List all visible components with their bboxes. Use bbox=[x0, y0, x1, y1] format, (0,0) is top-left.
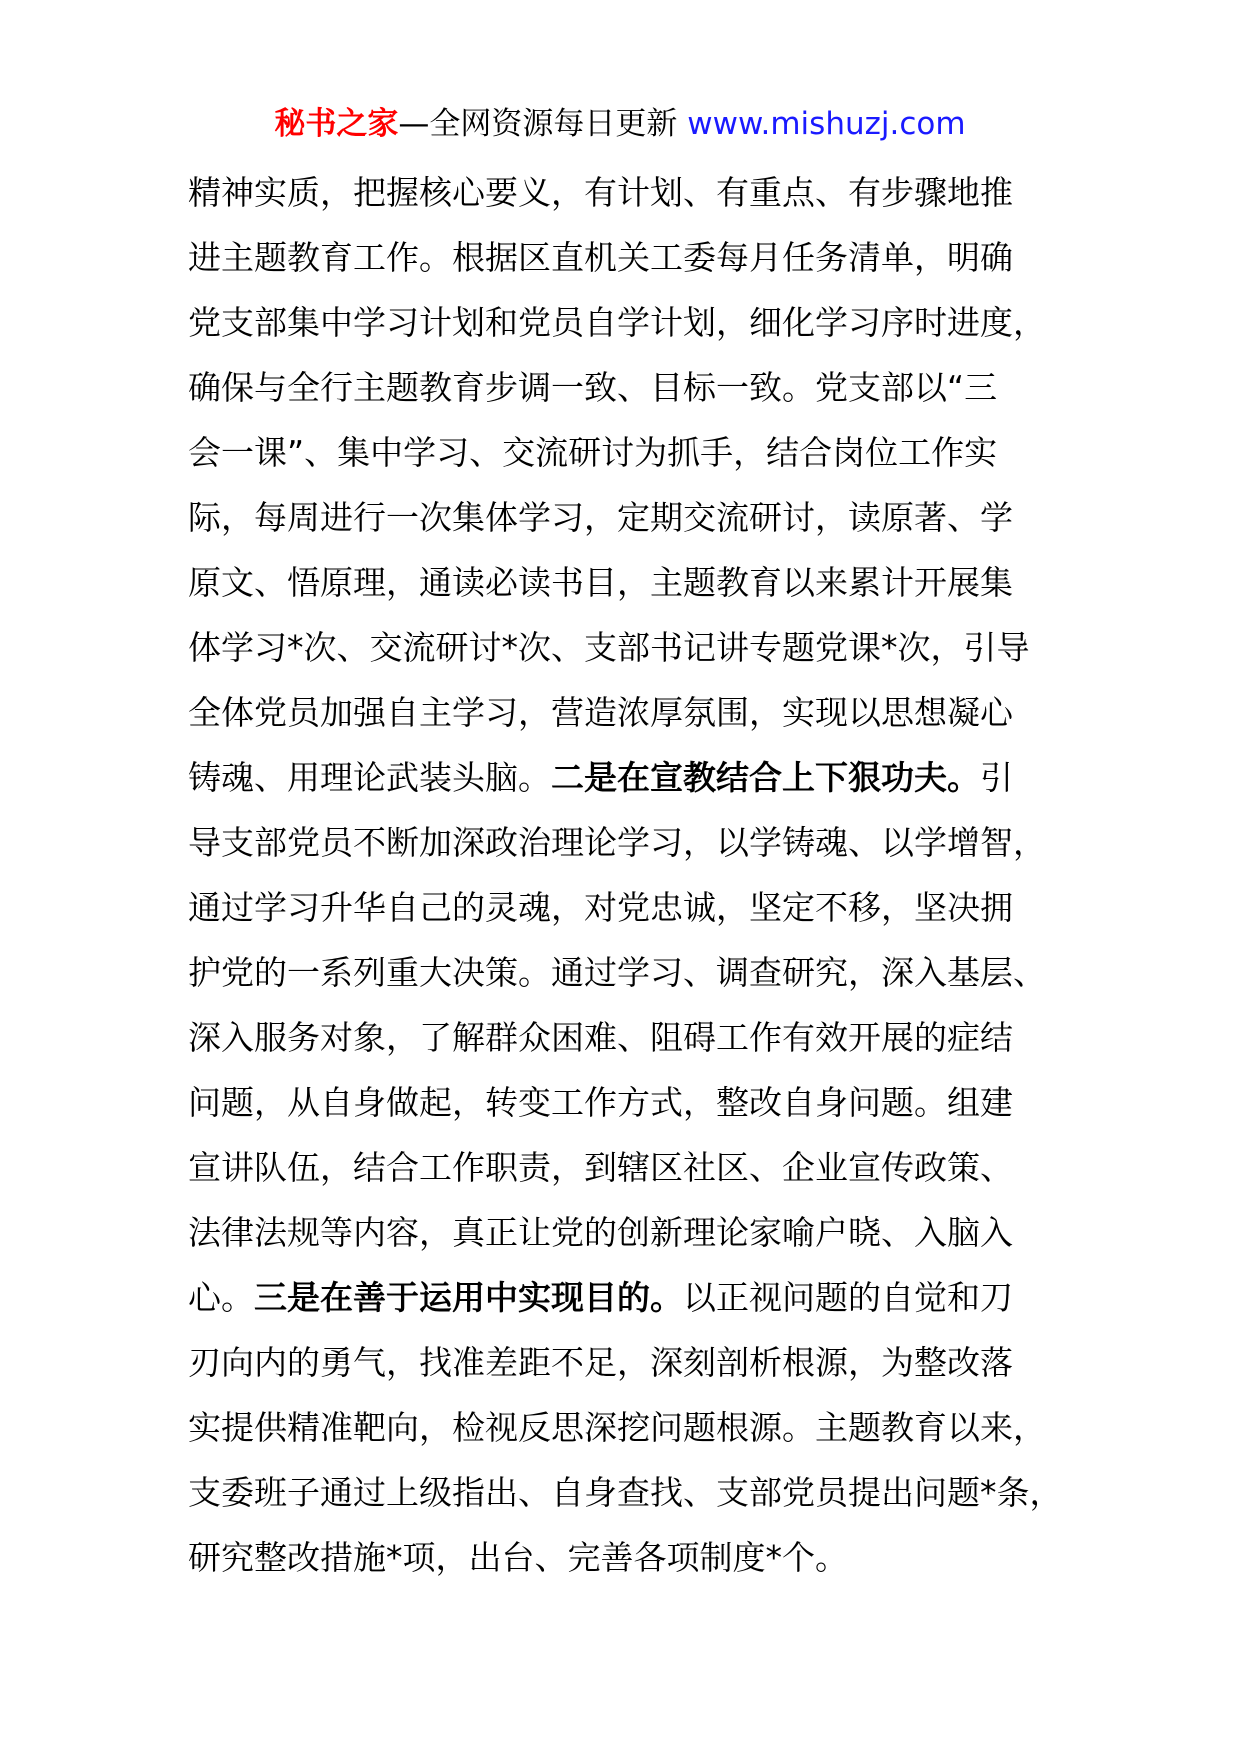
header-tagline: —全网资源每日更新 bbox=[398, 106, 678, 142]
text-line: 研究整改措施*项，出台、完善各项制度*个。 bbox=[188, 1538, 848, 1577]
text-line-with-heading bbox=[188, 1265, 1068, 1330]
text-line: 精神实质，把握核心要义，有计划、有重点、有步骤地推 bbox=[188, 173, 1013, 212]
text-line: 进主题教育工作。根据区直机关工委每月任务清单，明确 bbox=[188, 238, 1013, 277]
text-line: 法律法规等内容，真正让党的创新理论家喻户晓、入脑入 bbox=[188, 1213, 1013, 1252]
document-body bbox=[188, 160, 1068, 1590]
text-line: 通过学习升华自己的灵魂，对党忠诚，坚定不移，坚决拥 bbox=[188, 888, 1013, 927]
text-line: 问题，从自身做起，转变工作方式，整改自身问题。组建 bbox=[188, 1083, 1013, 1122]
text-line-with-heading bbox=[188, 745, 1068, 810]
text-line: 导支部党员不断加深政治理论学习，以学铸魂、以学增智， bbox=[188, 823, 1046, 862]
text-line: 深入服务对象，了解群众困难、阻碍工作有效开展的症结 bbox=[188, 1018, 1013, 1057]
section-heading-three: 三是在善于运用中实现目的。 bbox=[254, 1278, 683, 1317]
text-line: 刃向内的勇气，找准差距不足，深刻剖析根源，为整改落 bbox=[188, 1343, 1013, 1382]
text-line: 际，每周进行一次集体学习，定期交流研讨，读原著、学 bbox=[188, 498, 1013, 537]
brand-name: 秘书之家 bbox=[274, 106, 399, 142]
line-text: 铸魂、用理论武装头脑。 bbox=[188, 758, 551, 797]
text-line: 体学习*次、交流研讨*次、支部书记讲专题党课*次，引导 bbox=[188, 628, 1030, 667]
text-line: 护党的一系列重大决策。通过学习、调查研究，深入基层、 bbox=[188, 953, 1046, 992]
line-text: 引 bbox=[980, 758, 1013, 797]
line-text: 心。 bbox=[188, 1278, 254, 1317]
text-line: 全体党员加强自主学习，营造浓厚氛围，实现以思想凝心 bbox=[188, 693, 1013, 732]
text-line: 党支部集中学习计划和党员自学计划，细化学习序时进度， bbox=[188, 303, 1046, 342]
line-text: 以正视问题的自觉和刀 bbox=[683, 1278, 1013, 1317]
text-line: 确保与全行主题教育步调一致、目标一致。党支部以“三 bbox=[188, 368, 998, 407]
site-url[interactable]: www.mishuzj.com bbox=[687, 106, 966, 142]
text-line: 宣讲队伍，结合工作职责，到辖区社区、企业宣传政策、 bbox=[188, 1148, 1013, 1187]
text-line: 会一课”、集中学习、交流研讨为抓手，结合岗位工作实 bbox=[188, 433, 998, 472]
section-heading-two: 二是在宣教结合上下狠功夫。 bbox=[551, 758, 980, 797]
page-header bbox=[0, 100, 1240, 148]
text-line: 原文、悟原理，通读必读书目，主题教育以来累计开展集 bbox=[188, 563, 1013, 602]
text-line: 支委班子通过上级指出、自身查找、支部党员提出问题*条， bbox=[188, 1473, 1063, 1512]
text-line: 实提供精准靶向，检视反思深挖问题根源。主题教育以来， bbox=[188, 1408, 1046, 1447]
